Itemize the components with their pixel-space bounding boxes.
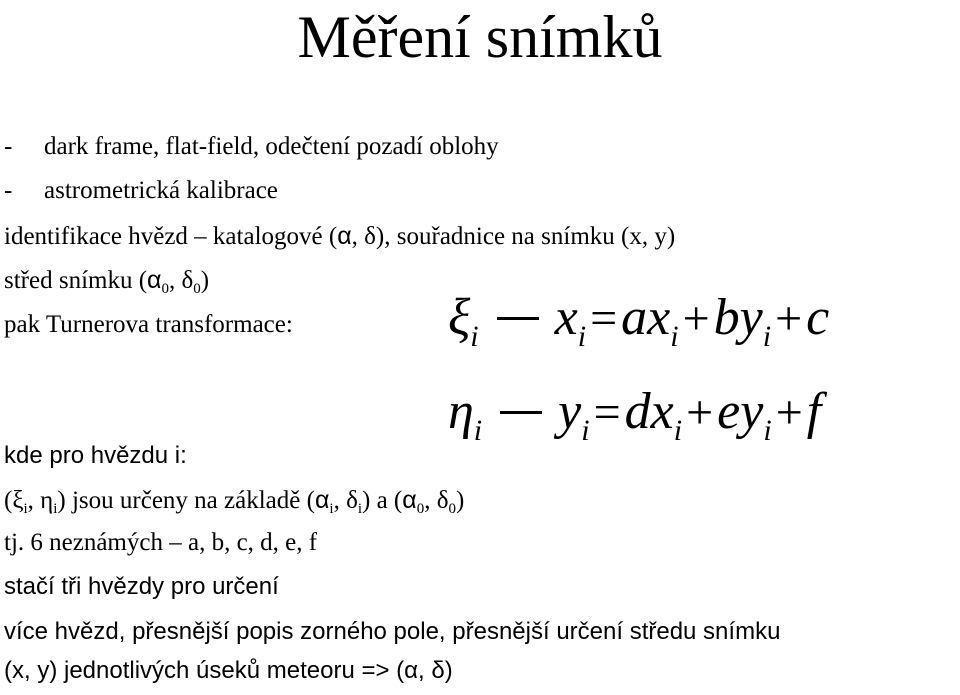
eq-term: by — [713, 289, 763, 346]
text-line-three-stars: stačí tři hvězdy pro určení — [4, 573, 279, 600]
subscript: 0 — [161, 281, 169, 297]
eq-plus: + — [775, 292, 803, 345]
text-span: , η — [27, 487, 54, 514]
text-line-center — [4, 265, 209, 296]
bullet-dash: - — [4, 133, 13, 160]
list-item-text: astrometrická kalibrace — [44, 177, 278, 204]
alpha-symbol: α — [402, 486, 417, 514]
alpha-symbol: α — [147, 266, 162, 294]
text-line-unknowns: tj. 6 neznámých – a, b, c, d, e, f — [4, 529, 318, 556]
equation-eta — [448, 382, 821, 448]
text-span: , δ) — [418, 657, 453, 684]
text-line-more-stars: více hvězd, přesnější popis zorného pole, přesnější určení středu snímku — [4, 618, 781, 645]
minus-sign — [500, 411, 542, 414]
equation-xi — [448, 288, 829, 354]
text-span: , δ — [424, 487, 449, 514]
eq-plus: + — [682, 292, 710, 345]
subscript: i — [23, 501, 28, 517]
eq-term: f — [806, 383, 822, 440]
text-line-turner: pak Turnerova transformace: — [4, 311, 293, 338]
eq-sub: i — [470, 320, 479, 353]
eq-sub: i — [473, 414, 483, 447]
list-item-dark-frame — [4, 132, 499, 162]
eq-var: x — [554, 289, 578, 346]
eq-term: ax — [621, 289, 671, 346]
eq-sub: i — [673, 414, 683, 447]
eq-term: ey — [717, 383, 764, 440]
list-item-text: dark frame, flat-field, odečtení pozadí oblohy — [44, 133, 499, 160]
minus-sign — [497, 317, 539, 320]
eq-sub: i — [577, 320, 587, 353]
alpha-symbol: α — [314, 486, 330, 514]
eq-var: y — [558, 383, 582, 440]
eq-term: dx — [624, 383, 674, 440]
subscript: i — [329, 501, 334, 517]
eq-sub: i — [762, 320, 772, 353]
text-span: , δ), souřadnice na snímku (x, y) — [351, 223, 676, 250]
text-span: ) jsou určeny na základě ( — [57, 487, 315, 514]
list-item-astrometry — [4, 176, 278, 206]
text-span: ) a ( — [362, 487, 403, 514]
page-title: Měření snímků — [297, 4, 663, 70]
text-span: (x, y) jednotlivých úseků meteoru => ( — [4, 657, 405, 684]
alpha-symbol: α — [404, 657, 419, 684]
text-span: (ξ — [4, 487, 24, 514]
text-span: identifikace hvězd – katalogové ( — [4, 223, 338, 250]
alpha-symbol: α — [337, 222, 352, 250]
subscript: 0 — [448, 501, 456, 517]
eq-equals: = — [590, 292, 618, 345]
subscript: 0 — [416, 501, 425, 517]
text-span: , δ — [169, 267, 194, 294]
eq-plus: + — [686, 386, 714, 439]
subscript: 0 — [193, 281, 201, 297]
eq-equals: = — [593, 386, 621, 439]
eq-sub: i — [763, 414, 772, 447]
text-line-star: kde pro hvězdu i: — [4, 442, 187, 469]
eq-term: c — [806, 289, 830, 346]
text-span: ) — [200, 267, 210, 294]
text-span: střed snímku ( — [4, 267, 148, 294]
eq-plus: + — [775, 386, 803, 439]
eq-lhs: η — [448, 383, 474, 440]
text-span: ) — [456, 487, 465, 514]
subscript: i — [53, 501, 58, 517]
text-span: , δ — [333, 487, 358, 514]
text-line-determined — [4, 485, 464, 516]
subscript: i — [357, 501, 363, 517]
bullet-dash: - — [4, 177, 13, 204]
eq-sub: i — [670, 320, 679, 353]
text-line-meteor — [4, 656, 453, 686]
eq-sub: i — [581, 414, 590, 447]
eq-lhs: ξ — [448, 289, 471, 346]
text-line-identification — [4, 221, 675, 252]
